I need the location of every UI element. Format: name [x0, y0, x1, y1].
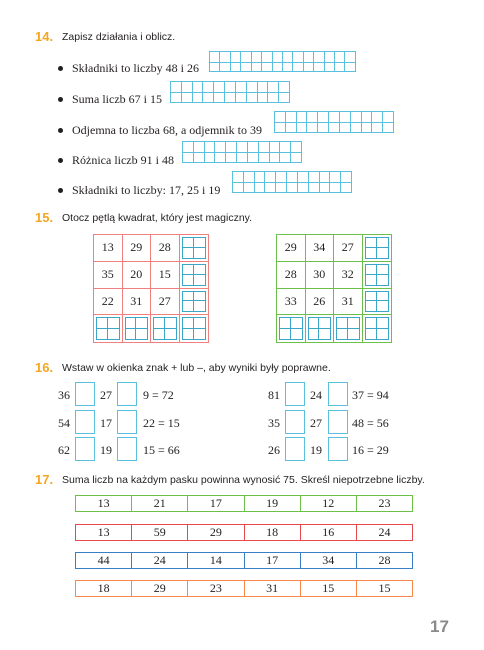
sign-box[interactable] — [285, 437, 305, 461]
exercise-16-instruction: Wstaw w okienka znak + lub –, aby wyniki były poprawne. — [62, 362, 331, 374]
ex14-item-4 — [58, 153, 174, 168]
strip-number[interactable]: 29 — [132, 581, 188, 596]
exercise-14-instruction: Zapisz działania i oblicz. — [62, 31, 176, 43]
sum-answer-grid — [125, 317, 149, 340]
number-strip — [75, 552, 413, 569]
strip-number[interactable]: 34 — [301, 553, 357, 568]
ex14-item-3-text: Odjemna to liczba 68, a odjemnik to 39 — [72, 123, 262, 137]
strip-number[interactable]: 15 — [301, 581, 357, 596]
eq-left-1-a: 36 — [58, 388, 70, 402]
sum-answer-grid — [365, 237, 390, 259]
sum-answer-grid — [365, 317, 390, 340]
magic-square-cell: 27 — [334, 235, 363, 262]
magic-square-cell: 30 — [306, 262, 335, 289]
sum-answer-box[interactable] — [363, 289, 392, 316]
answer-grid-5-midline — [232, 182, 352, 183]
magic-square-cell: 29 — [123, 235, 152, 262]
strip-number[interactable]: 59 — [132, 525, 188, 540]
sum-answer-grid — [153, 317, 177, 340]
eq-right-3-a: 26 — [268, 443, 280, 457]
exercise-15-instruction: Otocz pętlą kwadrat, który jest magiczny. — [62, 212, 253, 224]
exercise-14-number: 14. — [35, 29, 54, 44]
bullet-icon — [58, 128, 63, 133]
page-number: 17 — [430, 617, 449, 636]
eq-right-1-b: 24 — [310, 388, 322, 402]
square-a[interactable] — [93, 234, 209, 343]
sum-answer-box[interactable] — [180, 315, 209, 342]
ex14-item-1 — [58, 61, 199, 76]
strip-number[interactable]: 17 — [245, 553, 301, 568]
answer-grid-1-midline — [209, 62, 356, 63]
sign-box[interactable] — [75, 410, 95, 434]
ex14-item-2-text: Suma liczb 67 i 15 — [72, 92, 162, 106]
sum-answer-box[interactable] — [180, 289, 209, 316]
eq-left-2-rest: 22 = 15 — [143, 416, 180, 430]
ex14-item-3 — [58, 123, 262, 138]
ex14-item-2 — [58, 92, 162, 107]
magic-square-cell: 26 — [306, 289, 335, 316]
sign-box[interactable] — [328, 437, 348, 461]
number-strip — [75, 524, 413, 541]
eq-right-1-rest: 37 = 94 — [352, 388, 389, 402]
exercise-15-number: 15. — [35, 210, 54, 225]
strip-number[interactable]: 31 — [245, 581, 301, 596]
sum-answer-grid — [365, 264, 390, 286]
exercise-17-instruction: Suma liczb na każdym pasku powinna wynosić 75. Skreśl niepotrzebne liczby. — [62, 474, 425, 486]
eq-left-1-b: 27 — [100, 388, 112, 402]
sum-answer-grid — [365, 291, 390, 313]
answer-grid-4-midline — [182, 152, 302, 153]
bullet-icon — [58, 97, 63, 102]
bullet-icon — [58, 188, 63, 193]
number-strip — [75, 580, 413, 597]
eq-right-3-rest: 16 = 29 — [352, 443, 389, 457]
ex14-item-5 — [58, 183, 220, 198]
strip-number[interactable]: 23 — [378, 496, 391, 510]
magic-square-cell: 33 — [277, 289, 306, 316]
sum-answer-grid — [182, 291, 207, 313]
sign-box[interactable] — [75, 437, 95, 461]
eq-left-3-a: 62 — [58, 443, 70, 457]
strip-number[interactable]: 19 — [245, 496, 301, 511]
sum-answer-box[interactable] — [363, 262, 392, 289]
sum-answer-grid — [279, 317, 303, 340]
eq-right-2-b: 27 — [310, 416, 322, 430]
strip-number[interactable]: 13 — [76, 525, 132, 540]
sign-box[interactable] — [117, 382, 137, 406]
sum-answer-box[interactable] — [277, 315, 306, 342]
sum-answer-box[interactable] — [94, 315, 123, 342]
magic-square-cell: 28 — [151, 235, 180, 262]
sign-box[interactable] — [117, 437, 137, 461]
ex14-item-5-text: Składniki to liczby: 17, 25 i 19 — [72, 183, 221, 197]
sum-answer-grid — [96, 317, 120, 340]
answer-grid-3-midline — [274, 122, 394, 123]
sum-answer-box[interactable] — [180, 235, 209, 262]
strip-number[interactable]: 23 — [188, 581, 244, 596]
sum-answer-box[interactable] — [334, 315, 363, 342]
strip-number[interactable]: 28 — [378, 553, 391, 567]
sum-answer-box[interactable] — [363, 315, 392, 342]
exercise-17-number: 17. — [35, 472, 54, 487]
strip-number[interactable]: 13 — [76, 496, 132, 511]
sum-answer-grid — [182, 237, 207, 259]
strip-number[interactable]: 24 — [378, 525, 391, 539]
sign-box[interactable] — [117, 410, 137, 434]
strip-number[interactable]: 44 — [76, 553, 132, 568]
sign-box[interactable] — [285, 410, 305, 434]
eq-left-1-rest: 9 = 72 — [143, 388, 174, 402]
square-b[interactable] — [276, 234, 392, 343]
magic-square-cell: 35 — [94, 262, 123, 289]
eq-right-2-a: 35 — [268, 416, 280, 430]
strip-number[interactable]: 18 — [76, 581, 132, 596]
bullet-icon — [58, 158, 63, 163]
sign-box[interactable] — [328, 382, 348, 406]
eq-left-3-rest: 15 = 66 — [143, 443, 180, 457]
magic-square-cell: 20 — [123, 262, 152, 289]
strip-number[interactable]: 14 — [188, 553, 244, 568]
strip-number[interactable]: 24 — [132, 553, 188, 568]
sum-answer-box[interactable] — [363, 235, 392, 262]
strip-number[interactable]: 12 — [301, 496, 357, 511]
sign-box[interactable] — [75, 382, 95, 406]
exercise-16-number: 16. — [35, 360, 54, 375]
eq-right-2-rest: 48 = 56 — [352, 416, 389, 430]
ex14-item-4-text: Różnica liczb 91 i 48 — [72, 153, 174, 167]
magic-square-cell: 15 — [151, 262, 180, 289]
sum-answer-box[interactable] — [306, 315, 335, 342]
sum-answer-box[interactable] — [180, 262, 209, 289]
magic-square-cell: 27 — [151, 289, 180, 316]
sum-answer-grid — [308, 317, 332, 340]
strip-number[interactable]: 29 — [188, 525, 244, 540]
number-strip — [75, 495, 413, 512]
strip-number[interactable]: 21 — [132, 496, 188, 511]
sign-box[interactable] — [328, 410, 348, 434]
magic-square-cell: 31 — [123, 289, 152, 316]
strip-number[interactable]: 18 — [245, 525, 301, 540]
strip-number[interactable]: 15 — [378, 581, 391, 595]
magic-square-cell: 28 — [277, 262, 306, 289]
sum-answer-grid — [336, 317, 360, 340]
sum-answer-grid — [182, 317, 207, 340]
sign-box[interactable] — [285, 382, 305, 406]
strip-number[interactable]: 16 — [301, 525, 357, 540]
sum-answer-box[interactable] — [123, 315, 152, 342]
eq-left-2-b: 17 — [100, 416, 112, 430]
magic-square-cell: 32 — [334, 262, 363, 289]
magic-square-cell: 13 — [94, 235, 123, 262]
bullet-icon — [58, 66, 63, 71]
magic-square-cell: 29 — [277, 235, 306, 262]
answer-grid-2-midline — [170, 92, 290, 93]
magic-square-cell: 34 — [306, 235, 335, 262]
eq-right-3-b: 19 — [310, 443, 322, 457]
ex14-item-1-text: Składniki to liczby 48 i 26 — [72, 61, 199, 75]
eq-right-1-a: 81 — [268, 388, 280, 402]
sum-answer-box[interactable] — [151, 315, 180, 342]
strip-number[interactable]: 17 — [188, 496, 244, 511]
sum-answer-grid — [182, 264, 207, 286]
eq-left-2-a: 54 — [58, 416, 70, 430]
eq-left-3-b: 19 — [100, 443, 112, 457]
magic-square-cell: 22 — [94, 289, 123, 316]
magic-square-cell: 31 — [334, 289, 363, 316]
